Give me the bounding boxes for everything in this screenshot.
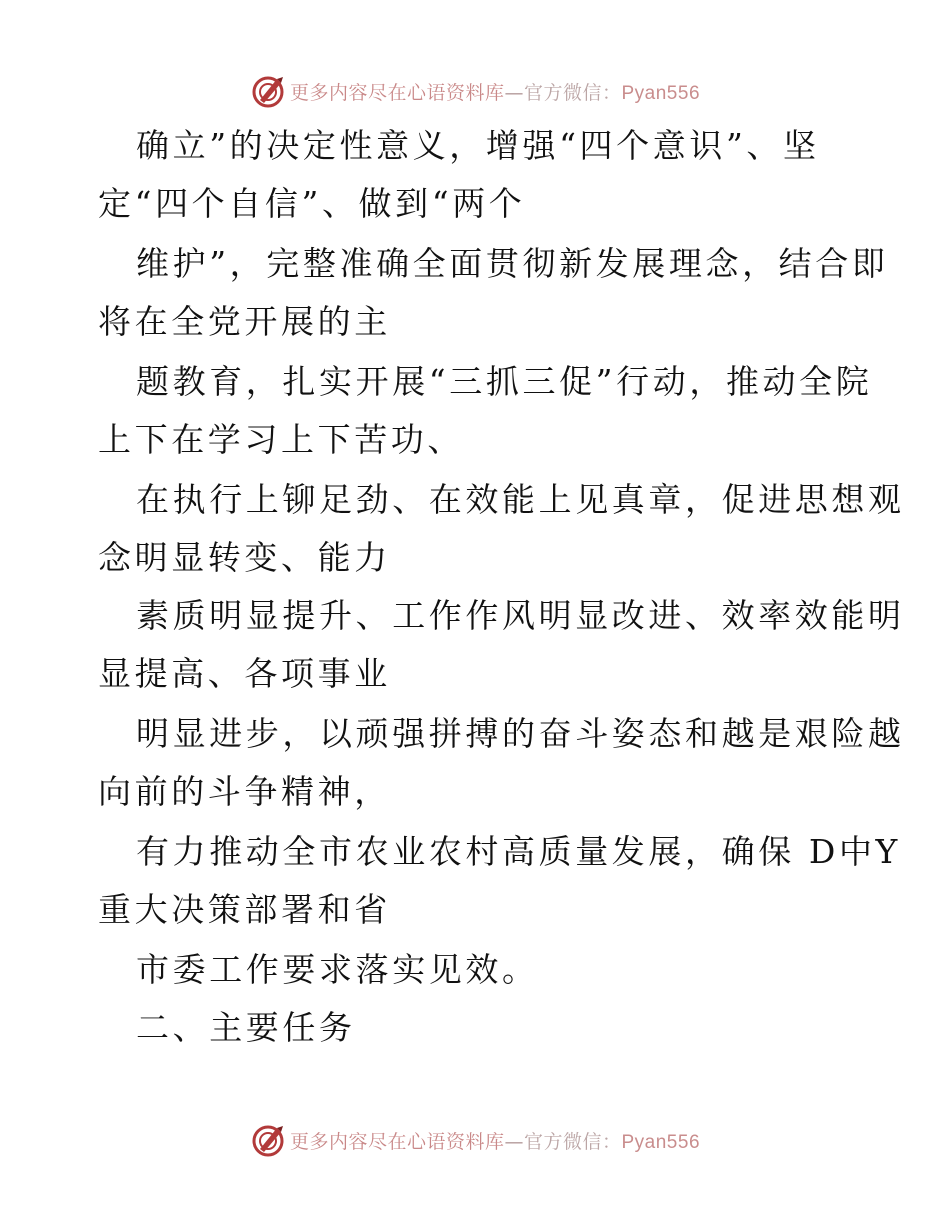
footer-watermark [0, 1120, 950, 1160]
watermark-wechat-id: Pyan556 [621, 82, 701, 104]
pen-logo-icon [250, 1122, 286, 1158]
watermark-wechat-label: 官方微信： [523, 1130, 622, 1153]
body-line: 明显进步，以顽强拼搏的奋斗姿态和越是艰险越 [136, 714, 905, 753]
body-line: 定“四个自信”、做到“两个 [98, 184, 526, 223]
watermark-wechat-label: 官方微信： [523, 81, 622, 104]
watermark-text [290, 1127, 700, 1154]
body-line: 市委工作要求落实见效。 [136, 950, 539, 989]
body-line: 重大决策部署和省 [98, 890, 391, 929]
body-line: 将在全党开展的主 [98, 302, 391, 341]
body-line: 维护”，完整准确全面贯彻新发展理念，结合即 [136, 244, 889, 283]
body-line: 向前的斗争精神， [98, 772, 391, 811]
header-watermark [0, 71, 950, 111]
body-line: 显提高、各项事业 [98, 654, 391, 693]
watermark-separator: — [504, 1130, 524, 1153]
watermark-separator: — [504, 81, 524, 104]
body-line: 念明显转变、能力 [98, 538, 391, 577]
watermark-wechat-id: Pyan556 [621, 1131, 701, 1153]
watermark-main: 更多内容尽在心语资料库 [289, 1130, 505, 1153]
body-line: 确立”的决定性意义，增强“四个意识”、坚 [136, 126, 820, 165]
body-line: 在执行上铆足劲、在效能上见真章，促进思想观 [136, 480, 905, 519]
section-heading: 二、主要任务 [136, 1008, 356, 1047]
body-line: 上下在学习上下苦功、 [98, 420, 464, 459]
body-line: 题教育，扎实开展“三抓三促”行动，推动全院 [136, 362, 873, 401]
watermark-text [290, 78, 700, 105]
pen-logo-icon [250, 73, 286, 109]
body-line: 有力推动全市农业农村高质量发展，确保 D中Y [136, 832, 901, 871]
watermark-main: 更多内容尽在心语资料库 [289, 81, 505, 104]
body-line: 素质明显提升、工作作风明显改进、效率效能明 [136, 596, 905, 635]
